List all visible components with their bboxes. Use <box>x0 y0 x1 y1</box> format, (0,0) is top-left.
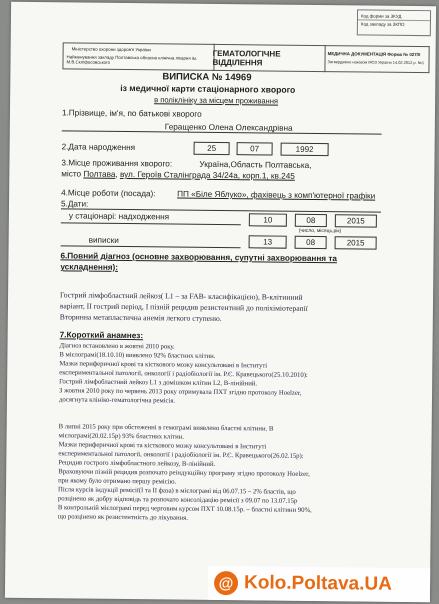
form-code-label: Код форми за ЗКУД <box>360 13 402 19</box>
dates-label: 5.Дати: <box>60 199 89 209</box>
ministry-name: Міністерство охорони здоров'я України <box>71 46 151 53</box>
anamnesis-line: В мієлограмі(18.10.10) виявлено 92% бластних клітин. <box>59 351 216 360</box>
admission-year: 2015 <box>335 214 377 227</box>
watermark-text: Kolo.Poltava.UA <box>243 572 392 595</box>
residence-label: 3.Місце проживання хворого: <box>61 158 173 169</box>
anamnesis-line: досягнута клініко-гематологічна ремісія. <box>58 396 176 405</box>
patient-name-label: 1.Прізвище, ім'я, по батькові хворого <box>61 108 202 119</box>
work-label: 4.Місце роботи (посада): <box>61 188 156 199</box>
med-doc-form: МЕДИЧНА ДОКУМЕНТАЦІЯ Форма № 027/0 <box>327 51 421 58</box>
watermark <box>208 566 432 602</box>
institution-name: Найменування закладу Полтавська обласна клінічна лікарня ім. М.В.Скліфосовського <box>66 54 198 65</box>
admission-day: 10 <box>249 213 287 226</box>
residence-city-prefix: місто <box>61 169 84 179</box>
anamnesis-heading: 7.Короткий анамнез: <box>59 330 144 341</box>
anamnesis-line: Гострий лімфобластний лейкоз L1 з домішком клітин L2, В-лінійний. <box>59 378 258 388</box>
diagnosis-heading: 6.Повний діагноз (основне захворювання, супутні захворювання та ускладнення): <box>60 251 337 272</box>
form-type-box <box>324 45 429 73</box>
work-value: ПП «Біле Яблуко», фахівець з комп'ютерної графіки <box>177 189 376 201</box>
discharge-month: 08 <box>295 236 327 249</box>
diagnosis-line: Вторинна метапластична анемія легкого ступеню. <box>59 312 222 324</box>
document-subtitle: із медичної карти стаціонарного хворого <box>120 82 296 95</box>
document-page <box>5 2 436 602</box>
dob-month: 07 <box>237 142 273 155</box>
anamnesis-line: мієлограмі(20.02.15р) 93% бластних клітин. <box>58 432 185 441</box>
anamnesis-line: Враховуючи пізній рецидив розпочато реіндукційну програму згідно протоколу Hoelzer, <box>58 468 310 478</box>
dob-day: 25 <box>194 142 230 155</box>
patient-name-value: Геращенко Олена Олександрівна <box>164 122 293 133</box>
department-name: ГЕМАТОЛОГІЧНЕ ВІДДІЛЕННЯ <box>212 44 325 72</box>
approval-note: Затверджено наказом МОЗ України 14.02.2012 р. №1 <box>327 59 425 66</box>
residence-line1: Україна,Область Полтавська, <box>199 159 312 170</box>
anamnesis-line: В контрольній мієлограмі перед черговим курсом ПХТ 10.08.15р. – бластні клітини 90%, <box>57 504 312 514</box>
diagnosis-line: варіант, ІІ гострий період, І пізній рецидив резистентний до поліхіміотерапії <box>59 301 308 313</box>
anamnesis-line: Після курсів індукції ремісії(І та ІІ фаза) в мієлограмі від 06.07.15 – 2% бластів, що <box>57 486 296 496</box>
form-code-box <box>357 9 431 36</box>
anamnesis-line: експериментальної патології, онкології і радіобіології ім. Р.Є. Кравецького(26.02.15р): <box>58 450 304 460</box>
dob-label: 2.Дата народження <box>61 142 136 153</box>
anamnesis-line: Діагноз встановлено в жовтні 2010 року. <box>59 342 175 351</box>
anamnesis-line: З жовтня 2010 року по червень 2013 року отримувала ПХТ згідно протоколу Hoelzer, <box>59 387 302 397</box>
anamnesis-line: В липні 2015 року при обстеженні в гемограмі виявлено бластні клітини. В <box>58 423 274 433</box>
institution-code-label: Код закладу за ЗКПО <box>360 21 405 27</box>
dob-year: 1992 <box>281 143 329 157</box>
anamnesis-line: розцінено як добру відповідь та розпочато консолідацію ремісії з 09.07 по 13.07.15р <box>57 495 298 505</box>
date-format-hint: (число, місяць,рік) <box>298 227 342 235</box>
anamnesis-line: при якому було отримано першу ремісію. <box>58 477 177 486</box>
residence-city: Полтава <box>83 169 116 179</box>
admission-label: у стаціонарі: надходження <box>68 211 170 222</box>
anamnesis-line: Мазки периферичної крові та кісткового мозку консультовані в Інституті <box>58 441 267 451</box>
institution-box <box>62 42 214 71</box>
discharge-year: 2015 <box>335 236 377 249</box>
residence-line2: місто Полтава, вул. Героїв Сталінграда 34/24а, корп.1, кв.245 <box>61 169 295 181</box>
discharge-day: 13 <box>249 235 287 248</box>
anamnesis-line: що розцінено як резистентність до лікування. <box>57 513 188 522</box>
at-sign-icon: @ <box>214 571 238 595</box>
discharge-label: виписки <box>88 235 119 245</box>
residence-street: вул. Героїв Сталінграда 34/24а, корп.1, кв.245 <box>119 169 295 181</box>
anamnesis-line: Рецидив гострого лімфобластного лейкозу, В-лінійний. <box>58 459 216 468</box>
document-title: ВИПИСКА № 14969 <box>162 71 252 84</box>
anamnesis-line: Мазки периферичної крові та кісткового мозку консультовані в Інституті <box>59 360 268 370</box>
document-destination: в поліклініку за місцем проживання <box>154 95 279 106</box>
anamnesis-line: експериментальної патології, онкології і радіобіології ім. Р.Є. Кравецького(25.10.2010): <box>59 369 308 379</box>
admission-month: 08 <box>295 214 327 227</box>
diagnosis-line: Гострий лімфобластний лейкоз( L1 – за FAB- класифікацією), В-клітинний <box>60 290 303 302</box>
